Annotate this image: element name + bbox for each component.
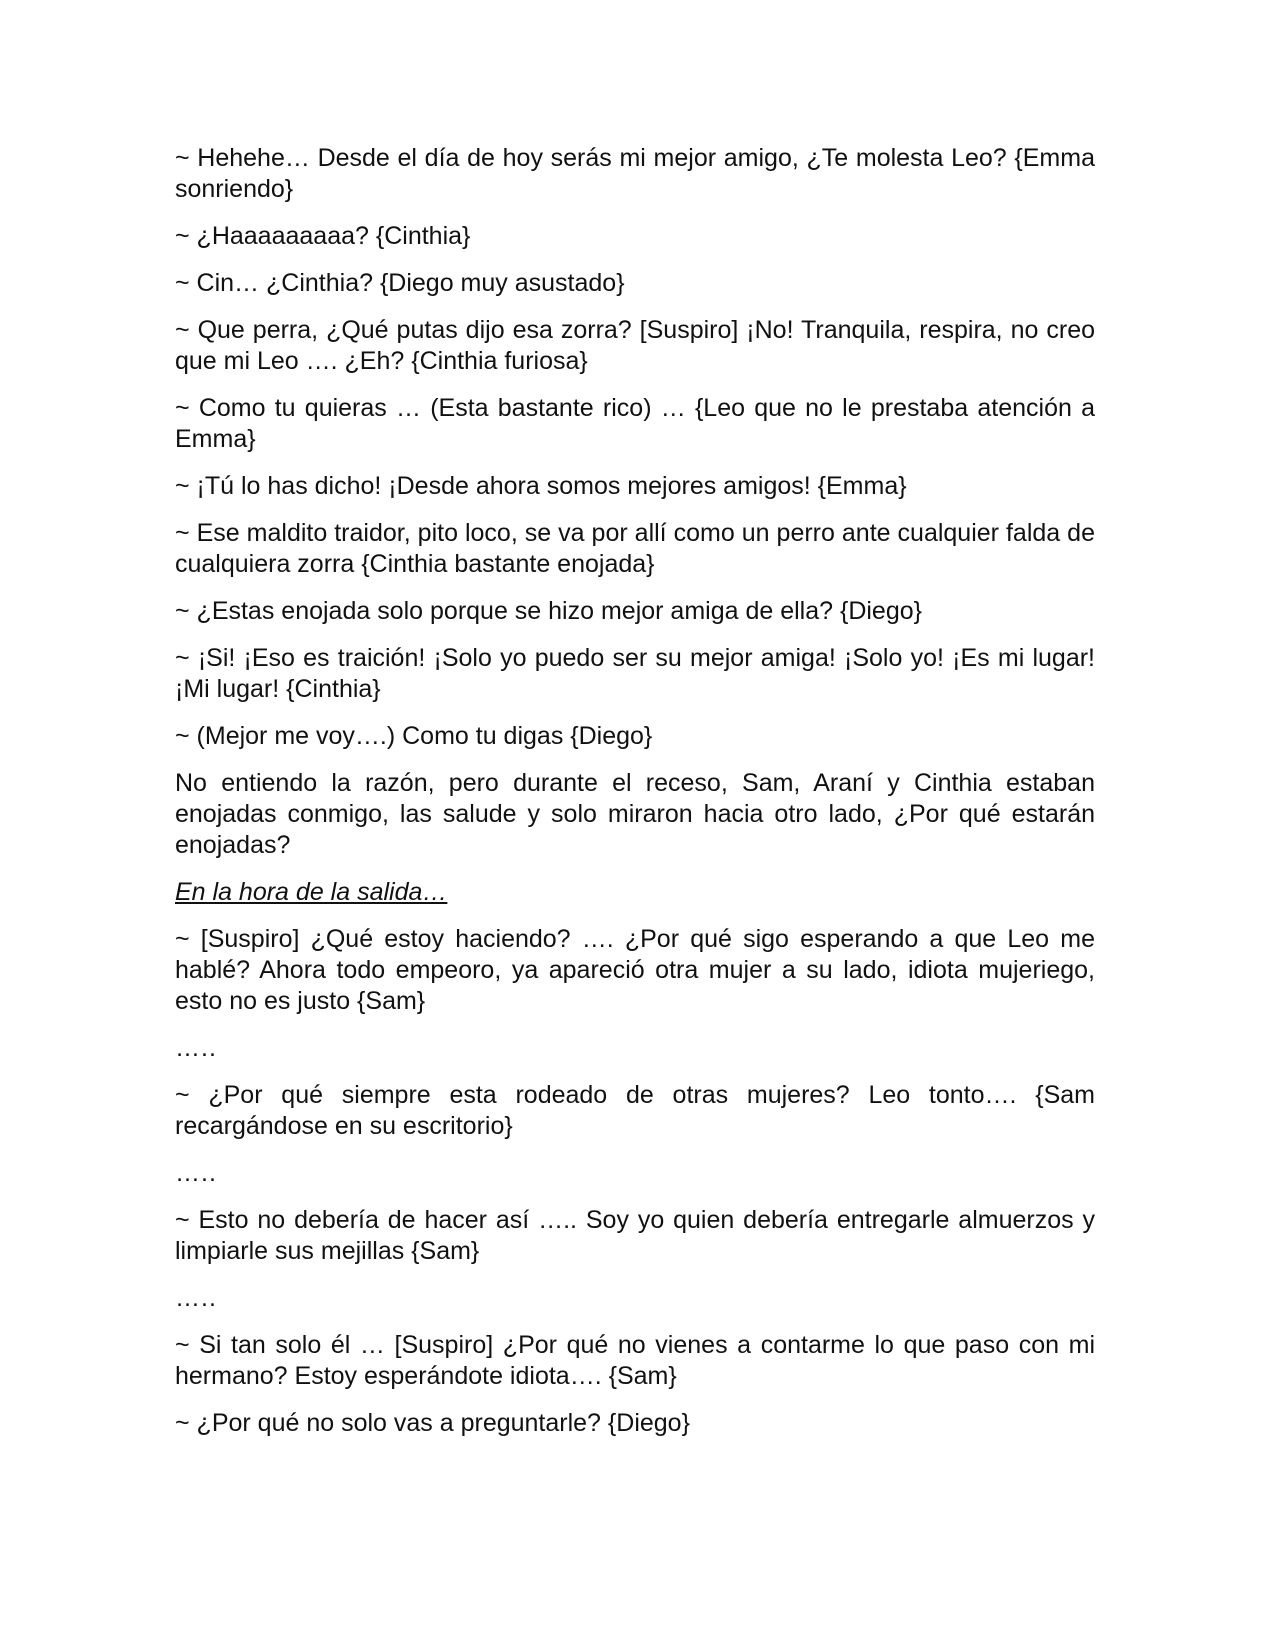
dialogue-line: ~ [Suspiro] ¿Qué estoy haciendo? …. ¿Por qué sigo esperando a que Leo me hablé? Ahora todo empeoro, ya apareció otra mujer a su lado, idiota mujeriego, esto no es justo {Sam}	[175, 925, 1095, 1015]
dialogue-line: ~ Cin… ¿Cinthia? {Diego muy asustado}	[175, 269, 625, 297]
scene-heading: En la hora de la salida…	[175, 878, 448, 906]
dialogue-line: ~ Si tan solo él … [Suspiro] ¿Por qué no vienes a contarme lo que paso con mi hermano? Estoy esperándote idiota…. {Sam}	[175, 1331, 1095, 1390]
document-body	[175, 143, 1095, 1455]
narration-paragraph: No entiendo la razón, pero durante el receso, Sam, Araní y Cinthia estaban enojadas conmigo, las salude y solo miraron hacia otro lado, ¿Por qué estarán enojadas?	[175, 769, 1095, 859]
dialogue-line: ~ ¿Estas enojada solo porque se hizo mejor amiga de ella? {Diego}	[175, 597, 922, 625]
dialogue-line: ~ ¿Por qué siempre esta rodeado de otras mujeres? Leo tonto…. {Sam recargándose en su escritorio}	[175, 1081, 1095, 1140]
dialogue-line: ~ Que perra, ¿Qué putas dijo esa zorra? [Suspiro] ¡No! Tranquila, respira, no creo que mi Leo …. ¿Eh? {Cinthia furiosa}	[175, 316, 1095, 375]
dialogue-line: ~ Como tu quieras … (Esta bastante rico) … {Leo que no le prestaba atención a Emma}	[175, 394, 1095, 453]
dialogue-line: ~ ¿Por qué no solo vas a preguntarle? {Diego}	[175, 1409, 690, 1437]
dialogue-line: ~ ¿Haaaaaaaaa? {Cinthia}	[175, 222, 471, 250]
dialogue-line: ~ Esto no debería de hacer así ….. Soy yo quien debería entregarle almuerzos y limpiarle sus mejillas {Sam}	[175, 1206, 1095, 1265]
ellipsis-break: …..	[175, 1159, 217, 1187]
ellipsis-break: …..	[175, 1284, 217, 1312]
dialogue-line: ~ ¡Tú lo has dicho! ¡Desde ahora somos mejores amigos! {Emma}	[175, 472, 907, 500]
dialogue-line: ~ ¡Si! ¡Eso es traición! ¡Solo yo puedo ser su mejor amiga! ¡Solo yo! ¡Es mi lugar! ¡Mi lugar! {Cinthia}	[175, 644, 1095, 703]
ellipsis-break: …..	[175, 1034, 217, 1062]
dialogue-line: ~ Hehehe… Desde el día de hoy serás mi mejor amigo, ¿Te molesta Leo? {Emma sonriendo}	[175, 144, 1095, 203]
dialogue-line: ~ (Mejor me voy….) Como tu digas {Diego}	[175, 722, 653, 750]
dialogue-line: ~ Ese maldito traidor, pito loco, se va por allí como un perro ante cualquier falda de cualquiera zorra {Cinthia bastante enojada}	[175, 519, 1095, 578]
